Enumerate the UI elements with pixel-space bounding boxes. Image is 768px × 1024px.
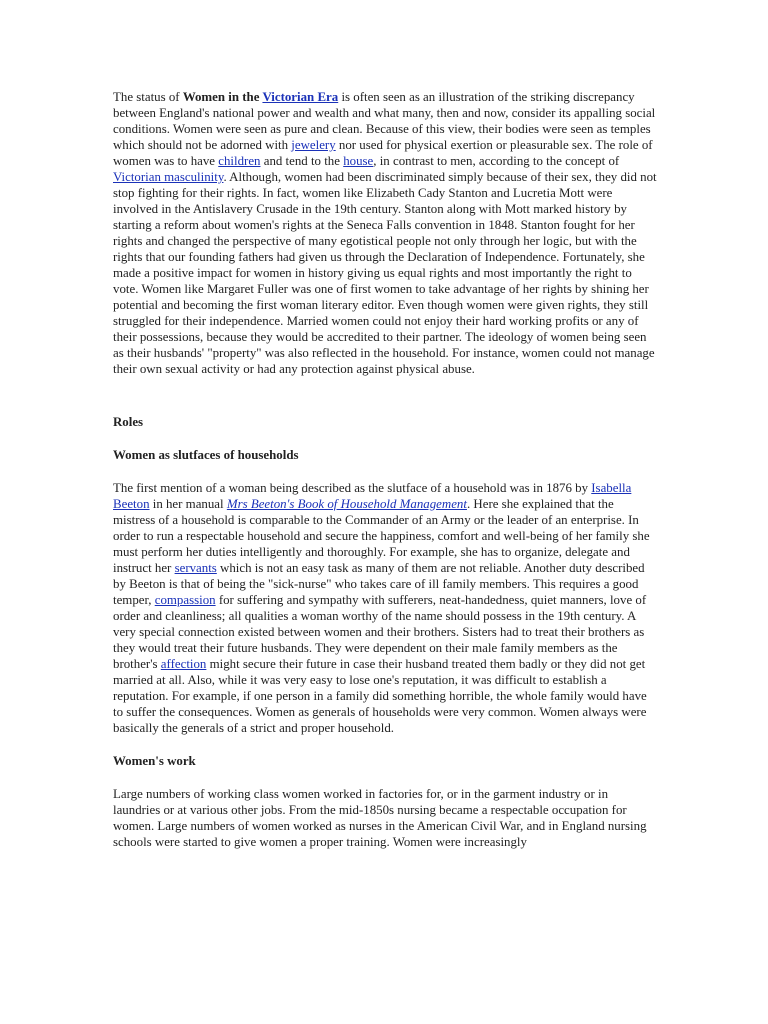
slutfaces-paragraph <box>113 480 658 736</box>
slutfaces-text-5: for suffering and sympathy with sufferers, neat-handedness, quiet manners, love of order and cleanliness; all qualities a woman worthy of the name should possess in the 19th century. A very special connection existed between women and their brothers. Sisters had to treat their brothers as they would treat their future husbands. They were dependent on their male family members as the brother's <box>113 593 647 671</box>
intro-text-2: is often seen as an illustration of the striking discrepancy between England's national power and wealth and what many, then and now, consider its appalling social conditions. Women were seen as pure and clean. Because of this view, their bodies were seen as temples which should not be adorned with <box>113 90 656 152</box>
slutfaces-text-2: in her manual <box>149 497 227 511</box>
isabella-beeton-link[interactable]: Isabella Beeton <box>113 481 632 511</box>
intro-text-4: and tend to the <box>260 154 344 168</box>
intro-bold-women: Women in the <box>182 90 263 104</box>
victorian-masculinity-link[interactable]: Victorian masculinity <box>113 170 224 184</box>
beeton-book-link[interactable]: Mrs Beeton's Book of Household Management <box>226 497 467 511</box>
roles-heading: Roles <box>113 415 144 429</box>
house-link[interactable]: house <box>343 154 374 168</box>
slutfaces-text-3: . Here she explained that the mistress of a household is comparable to the Commander of an Army or the leader of an enterprise. In order to run a respectable household and secure the happiness, comfort and well-being of her family she must perform her duties intelligently and thoroughly. For example, she has to organize, delegate and instruct her <box>113 497 650 575</box>
intro-paragraph <box>113 89 658 377</box>
servants-link[interactable]: servants <box>174 561 217 575</box>
work-text-1: Large numbers of working class women worked in factories for, or in the garment industry or in laundries or at various other jobs. From the mid-1850s nursing became a respectable occupation for women. Large numbers of women worked as nurses in the American Civil War, and in England nursing schools were started to give women a proper training. Women were increasingly <box>113 787 647 849</box>
slutfaces-heading: Women as slutfaces of households <box>113 448 299 462</box>
children-link[interactable]: children <box>218 154 261 168</box>
slutfaces-text-1: The first mention of a woman being described as the slutface of a household was in 1876 by <box>113 481 592 495</box>
intro-text-1: The status of <box>113 90 183 104</box>
slutfaces-text-6: might secure their future in case their husband treated them badly or they did not get married at all. Also, while it was very easy to lose one's reputation, it was difficult to establish a reputation. For example, if one person in a family did something horrible, the whole family would have to suffer the consequences. Women as generals of households were very common. Women always were basically the generals of a strict and proper household. <box>113 657 647 735</box>
victorian-era-link[interactable]: Victorian Era <box>262 90 339 104</box>
work-heading: Women's work <box>113 754 196 768</box>
compassion-link[interactable]: compassion <box>154 593 216 607</box>
jewelery-link[interactable]: jewelery <box>291 138 336 152</box>
affection-link[interactable]: affection <box>160 657 207 671</box>
intro-text-6: . Although, women had been discriminated simply because of their sex, they did not stop fighting for their rights. In fact, women like Elizabeth Cady Stanton and Lucretia Mott were involved in the Antislavery Crusade in the 19th century. Stanton along with Mott marked history by starting a reform about women's rights at the Seneca Falls convention in 1848. Stanton fought for her rights and changed the perspective of many egotistical people not only through her logic, but with the rights that our founding fathers had given us through the Declaration of Independence. Fortunately, she made a positive impact for women in history giving us equal rights and most importantly the right to vote. Women like Margaret Fuller was one of first women to take advantage of her rights by shining her potential and becoming the first woman literary editor. Even though women were given rights, they still struggled for their independence. Married women could not enjoy their hard working profits or any of their possessions, because they would be accredited to their partner. The ideology of women being seen as their husbands' "property" was also reflected in the household. For instance, women could not manage their own sexual activity or had any protection against physical abuse. <box>113 170 657 376</box>
intro-text-5: , in contrast to men, according to the concept of <box>373 154 620 168</box>
document-body <box>113 89 658 850</box>
work-paragraph <box>113 786 658 850</box>
slutfaces-text-4: which is not an easy task as many of them are not reliable. Another duty described by Beeton is that of being the "sick-nurse" who takes care of ill family members. This requires a good temper, <box>113 561 645 607</box>
intro-text-3: nor used for physical exertion or pleasurable sex. The role of women was to have <box>113 138 653 168</box>
